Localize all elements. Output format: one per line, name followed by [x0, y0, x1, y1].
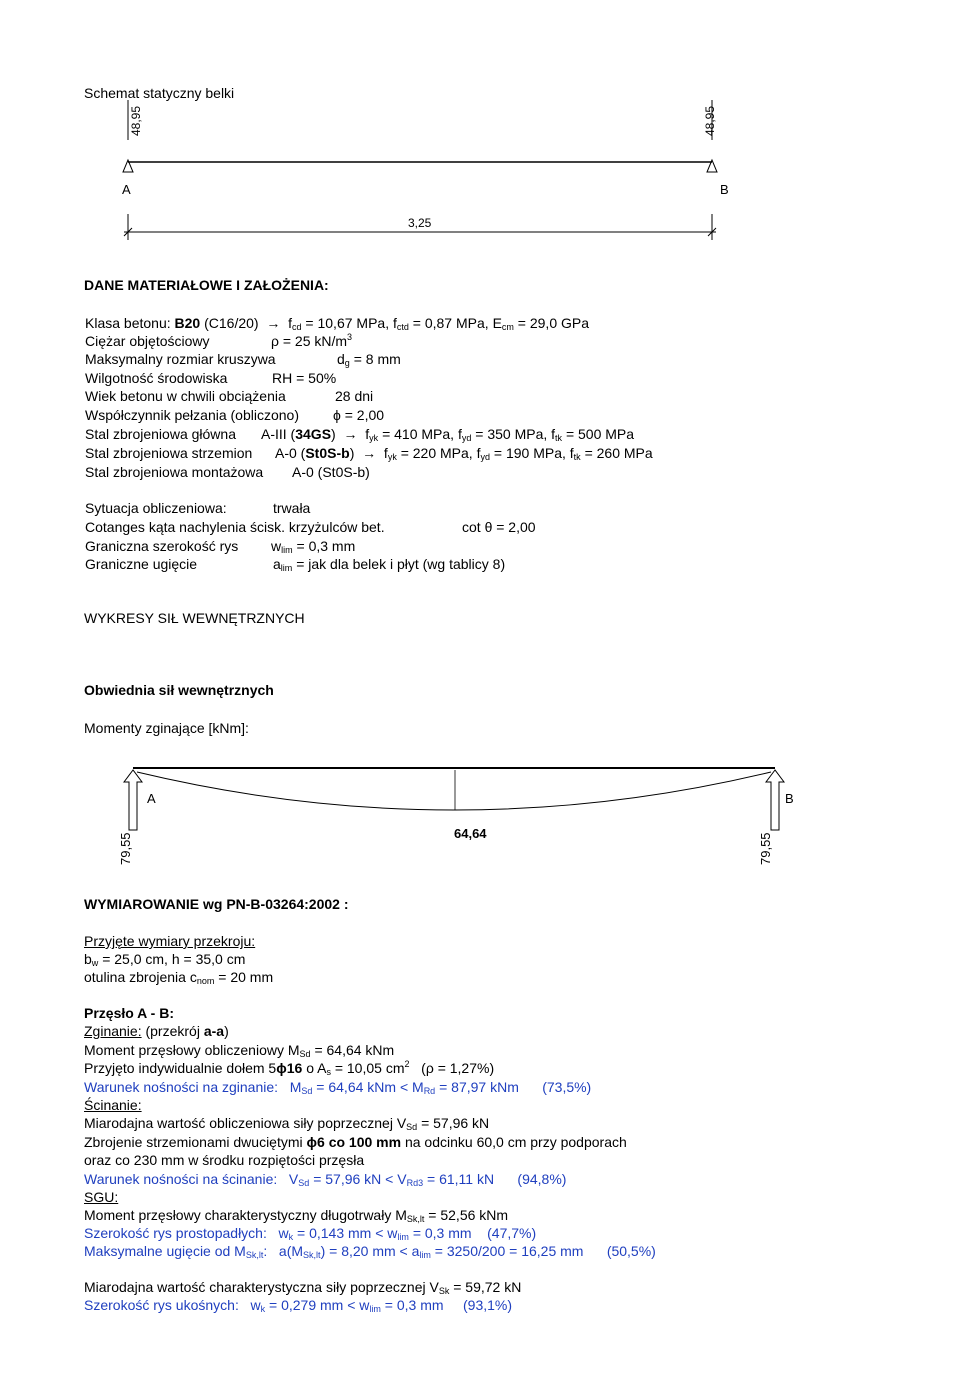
- char-moment-value: = 52,56 kNm: [428, 1207, 509, 1223]
- situation-label: Sytuacja obliczeniowa:: [85, 500, 227, 516]
- stirrup-steel-row: Stal zbrojeniowa strzemion A-0 $(St0S-b) \to f_{yk} = 220$ MPa, $f_{yd} = 190$ MPa, $f_{tk} = 260$ MPa: [85, 445, 653, 462]
- oblique-check-lim: = 0,3 mm: [384, 1297, 444, 1313]
- support-right-label: B: [720, 182, 729, 197]
- bending-check-label: Warunek nośności na zginanie:: [84, 1079, 279, 1095]
- moment-mid-value: 64,64: [454, 826, 487, 841]
- creep-value: ϕ = 2,00: [333, 407, 385, 423]
- situation-row: [85, 499, 311, 517]
- crack-limit-row: Graniczna szerokość rys $w_{lim} = 0,3$ mm: [85, 538, 356, 555]
- concrete-alt: (C16/20): [204, 315, 259, 331]
- humidity-value: RH = 50%: [272, 370, 337, 386]
- load-right-label: 48,95: [703, 105, 717, 136]
- bending-check-rd: = 87,97 kNm: [439, 1079, 519, 1095]
- creep-row: [85, 406, 385, 424]
- rebar-ratio: (ρ = 1,27%): [421, 1060, 495, 1076]
- cot-value: cot θ = 2,00: [462, 519, 536, 535]
- crack-check-label: Szerokość rys prostopadłych:: [84, 1225, 267, 1241]
- bending-section: (przekrój: [145, 1023, 204, 1039]
- crack-limit-value: = 0,3 mm: [296, 538, 356, 554]
- main-steel-row: Stal zbrojeniowa główna A-III $(34GS) \to f_{yk} = 410$ MPa, $f_{yd} = 350$ MPa, $f_{tk} = 500$ MPa: [85, 426, 635, 443]
- assembly-steel-row: [85, 463, 370, 481]
- stirrups-row: [84, 1133, 627, 1151]
- crack-check-value: = 0,143 mm < w: [297, 1225, 398, 1241]
- deflection-limit-value: = jak dla belek i płyt (wg tablicy 8): [296, 556, 506, 572]
- density-row: [85, 332, 353, 350]
- stirrup-grade: St0S-b: [305, 445, 350, 461]
- stirrup-fyk: = 220 MPa,: [400, 445, 473, 461]
- assembly-value: A-0 (St0S-b): [292, 464, 370, 480]
- defl-check-value: = 8,20 mm < a: [329, 1243, 420, 1259]
- cover-row: otulina zbrojenia $c_{nom} = 20$ mm: [84, 969, 274, 986]
- concrete-label: Klasa betonu:: [85, 315, 171, 331]
- dims-value: = 25,0 cm, h = 35,0 cm: [102, 951, 246, 967]
- oblique-check-label: Szerokość rys ukośnych:: [84, 1297, 239, 1313]
- beam-scheme-title: Schemat statyczny belki: [84, 85, 235, 101]
- density-label: Ciężar objętościowy: [85, 333, 210, 349]
- shear-check-rd: = 61,11 kN: [427, 1171, 495, 1187]
- density-value: ρ = 25 kN/m: [271, 333, 348, 349]
- crack-check-pct: (47,7%): [487, 1225, 537, 1241]
- rebar-area: o A: [306, 1060, 327, 1076]
- arrow-icon: →: [339, 426, 362, 442]
- fctd-value: = 0,87 MPa,: [412, 315, 489, 331]
- main-steel-fyk: = 410 MPa,: [382, 426, 455, 442]
- cot-row: [85, 518, 536, 536]
- aggregate-label: Maksymalny rozmiar kruszywa: [85, 351, 276, 367]
- design-moment-label: Moment przęsłowy obliczeniowy M: [84, 1042, 300, 1058]
- shear-force-label: Miarodajna wartość obliczeniowa siły poprzecznej V: [84, 1115, 407, 1131]
- char-shear-value: = 59,72 kN: [453, 1279, 522, 1295]
- moment-right-value: 79,55: [758, 832, 773, 865]
- moment-left-value: 79,55: [118, 832, 133, 865]
- shear-title: Ścinanie:: [84, 1097, 142, 1113]
- cover-value: = 20 mm: [218, 969, 274, 985]
- char-shear-label: Miarodajna wartość charakterystyczna siły poprzecznej V: [84, 1279, 439, 1295]
- concrete-class: B20: [174, 315, 201, 331]
- envelope-heading: Obwiednia sił wewnętrznych: [84, 682, 274, 698]
- fcd-value: = 10,67 MPa,: [305, 315, 390, 331]
- stirrup-class: A-0 (: [275, 445, 306, 461]
- stirrups-mid: oraz co 230 mm w środku rozpiętości przęsła: [84, 1152, 365, 1168]
- oblique-check-row: Szerokość rys ukośnych: $w_k = 0,279$ mm < $w_{lim} = 0,3$ mm (93,1%): [84, 1297, 513, 1314]
- forces-heading: WYKRESY SIŁ WEWNĘTRZNYCH: [84, 610, 305, 626]
- deflection-check-row: Maksymalne ugięcie od $M_{Sk,lt}$: $a(M_{Sk,lt}) = 8,20$ mm < $a_{lim} = 3250/200 = 16,25$ mm (50,5%): [84, 1243, 656, 1260]
- cot-label: Cotanges kąta nachylenia ścisk. krzyżulców bet.: [85, 519, 385, 535]
- aggregate-value: = 8 mm: [353, 351, 401, 367]
- cover-label: otulina zbrojenia c: [84, 969, 197, 985]
- main-steel-fyd: = 350 MPa,: [475, 426, 548, 442]
- shear-force-value: = 57,96 kN: [421, 1115, 490, 1131]
- arrow-icon: →: [358, 445, 381, 461]
- span-length-label: 3,25: [408, 216, 432, 230]
- humidity-label: Wilgotność środowiska: [85, 370, 228, 386]
- stirrups-rest: na odcinku 60,0 cm przy podporach: [401, 1134, 627, 1150]
- shear-check-label: Warunek nośności na ścinanie:: [84, 1171, 278, 1187]
- moment-curve: [137, 772, 771, 810]
- span-title: Przęsło A - B:: [84, 1005, 174, 1021]
- bending-section-id: a-a: [203, 1023, 225, 1039]
- stirrup-label: Stal zbrojeniowa strzemion: [85, 445, 253, 461]
- density-exp: 3: [347, 332, 353, 342]
- main-steel-grade: 34GS: [295, 426, 332, 442]
- defl-check-pct: (50,5%): [606, 1243, 656, 1259]
- concrete-row: Klasa betonu: B20 $(C16/20) \to f_{cd} = 10,67$ MPa, $f_{ctd} = 0,87$ MPa, $E_{cm} = 29,0$ GPa: [85, 315, 590, 332]
- crack-limit-label: Graniczna szerokość rys: [85, 538, 239, 554]
- bending-title: Zginanie:: [84, 1023, 142, 1039]
- deflection-limit-row: Graniczne ugięcie $a_{lim}$ = jak dla belek i płyt (wg tablicy 8): [85, 556, 506, 573]
- shear-check-pct: (94,8%): [517, 1171, 567, 1187]
- rebar-row: Przyjęto indywidualnie dołem 5ϕ16 o $A_s = 10,05$ $cm^2$ (ρ = 1,27%): [84, 1059, 495, 1077]
- age-value: 28 dni: [335, 388, 374, 404]
- moment-support-right-label: B: [785, 791, 794, 806]
- char-moment-label: Moment przęsłowy charakterystyczny długotrwały M: [84, 1207, 407, 1223]
- rebar-bar: ϕ16: [276, 1060, 303, 1076]
- main-steel-ftk: = 500 MPa: [565, 426, 635, 442]
- defl-check-lim: = 3250/200 = 16,25 mm: [434, 1243, 584, 1259]
- dims-title: Przyjęte wymiary przekroju:: [84, 933, 256, 949]
- moment-support-left-icon: [124, 770, 142, 830]
- sgu-title: SGU:: [84, 1189, 119, 1205]
- humidity-row: [85, 369, 337, 387]
- age-label: Wiek betonu w chwili obciążenia: [85, 388, 286, 404]
- design-moment-value: = 64,64 kNm: [314, 1042, 395, 1058]
- moment-support-right-icon: [766, 770, 784, 830]
- aggregate-row: Maksymalny rozmiar kruszywa $d_g = 8$ mm: [85, 351, 401, 368]
- shear-force-row: Miarodajna wartość obliczeniowa siły poprzecznej $V_{Sd} = 57,96$ kN: [84, 1115, 490, 1132]
- shear-check-row: Warunek nośności na ścinanie: $V_{Sd} = 57,96$ kN < $V_{Rd3} = 61,11$ kN (94,8%): [84, 1171, 567, 1188]
- assembly-label: Stal zbrojeniowa montażowa: [85, 464, 264, 480]
- bending-check-pct: (73,5%): [542, 1079, 592, 1095]
- shear-check-value: = 57,96 kN < V: [313, 1171, 407, 1187]
- main-steel-label: Stal zbrojeniowa główna: [85, 426, 236, 442]
- moment-support-left-label: A: [147, 791, 156, 806]
- stirrups-bar: ϕ6 co 100 mm: [306, 1134, 402, 1150]
- stirrup-ftk: = 260 MPa: [584, 445, 653, 461]
- ecm-value: = 29,0 GPa: [517, 315, 590, 331]
- creep-label: Współczynnik pełzania (obliczono): [85, 407, 299, 423]
- design-heading: WYMIAROWANIE wg PN-B-03264:2002 :: [84, 896, 349, 912]
- situation-value: trwała: [273, 500, 311, 516]
- crack-check-lim: = 0,3 mm: [412, 1225, 472, 1241]
- rebar-text: Przyjęto indywidualnie dołem 5: [84, 1060, 277, 1076]
- char-moment-row: Moment przęsłowy charakterystyczny długotrwały $M_{Sk,lt} = 52,56$ kNm: [84, 1207, 509, 1224]
- age-row: [85, 387, 374, 405]
- bending-row: Zginanie: (przekrój a-a): [84, 1023, 229, 1039]
- oblique-check-value: = 0,279 mm < w: [269, 1297, 370, 1313]
- char-shear-row: Miarodajna wartość charakterystyczna siły poprzecznej $V_{Sk} = 59,72$ kN: [84, 1279, 522, 1296]
- stirrups-text: Zbrojenie strzemionami dwuciętymi: [84, 1134, 307, 1150]
- bending-check-value: = 64,64 kNm < M: [316, 1079, 424, 1095]
- dims-row: $b_w = 25,0$ cm, h = 35,0 cm: [84, 951, 246, 968]
- rebar-area-value: = 10,05 cm: [334, 1060, 405, 1076]
- crack-check-row: Szerokość rys prostopadłych: $w_k = 0,143$ mm < $w_{lim} = 0,3$ mm (47,7%): [84, 1225, 537, 1242]
- bending-check-row: Warunek nośności na zginanie: $M_{Sd} = 64,64$ kNm < $M_{Rd} = 87,97$ kNm (73,5%): [84, 1079, 592, 1096]
- main-steel-class: A-III (: [261, 426, 296, 442]
- materials-heading: DANE MATERIAŁOWE I ZAŁOŻENIA:: [84, 277, 329, 293]
- load-left-label: 48,95: [129, 105, 143, 136]
- support-left-label: A: [122, 182, 131, 197]
- oblique-check-pct: (93,1%): [463, 1297, 513, 1313]
- moments-label: Momenty zginające [kNm]:: [84, 720, 249, 736]
- deflection-limit-label: Graniczne ugięcie: [85, 556, 198, 572]
- arrow-icon: →: [262, 315, 285, 331]
- defl-check-label: Maksymalne ugięcie od M: [84, 1243, 246, 1259]
- stirrup-fyd: = 190 MPa,: [493, 445, 566, 461]
- design-moment-row: Moment przęsłowy obliczeniowy $M_{Sd} = 64,64$ kNm: [84, 1042, 395, 1059]
